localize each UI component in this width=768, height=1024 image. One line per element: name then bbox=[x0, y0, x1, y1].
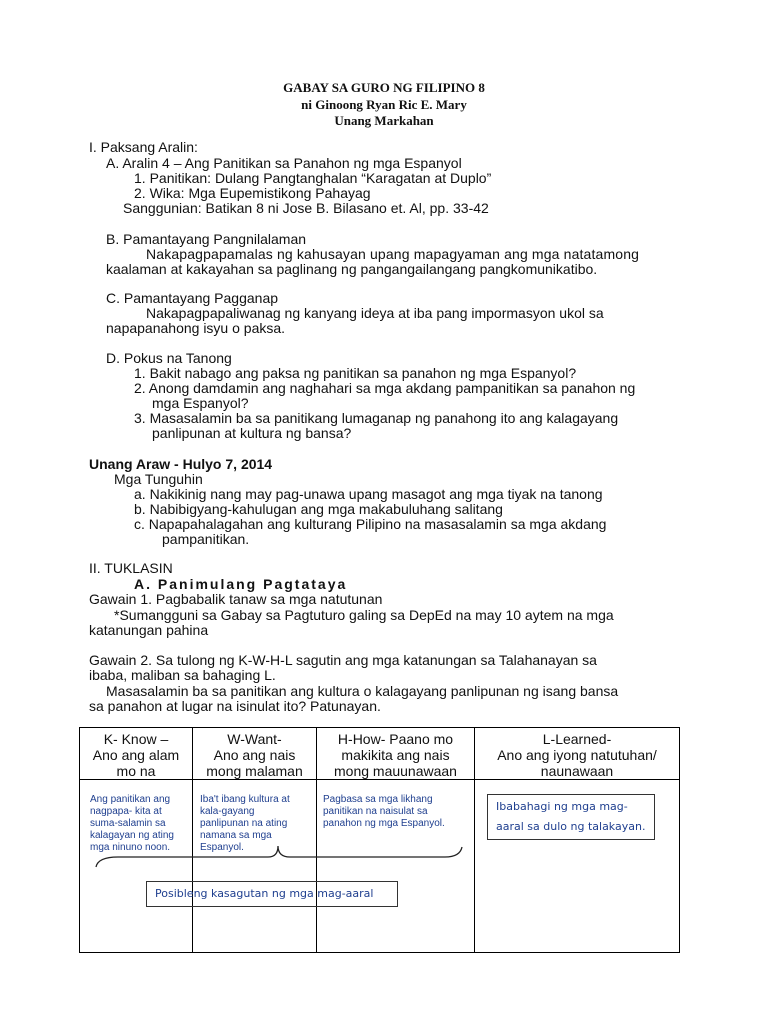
tunguhin-label: Mga Tunguhin bbox=[114, 471, 203, 487]
section-heading: II. TUKLASIN bbox=[89, 560, 173, 576]
paragraph-line: kaalaman at kakayahan sa paglinang ng pangangailangang pangkomunikatibo. bbox=[106, 261, 598, 277]
posible-answer-box: Posibleng kasagutan ng mga mag-aaral bbox=[146, 881, 398, 907]
aralin-line: A. Aralin 4 – Ang Panitikan sa Panahon ng mga Espanyol bbox=[106, 155, 462, 171]
section-heading: I. Paksang Aralin: bbox=[89, 139, 198, 155]
table-header-w: W-Want- Ano ang nais mong malaman bbox=[193, 728, 317, 780]
learned-note-box: Ibabahagi ng mga mag- aaral sa dulo ng talakayan. bbox=[487, 794, 655, 840]
table-header-h: H-How- Paano mo makikita ang nais mong mauunawaan bbox=[317, 728, 475, 780]
table-header-k: K- Know – Ano ang alam mo na bbox=[80, 728, 193, 780]
list-item: c. Napapahalagahan ang kulturang Pilipino na masasalamin sa mga akdang bbox=[134, 516, 607, 532]
list-item: 2. Anong damdamin ang naghahari sa mga akdang pampanitikan sa panahon ng bbox=[134, 380, 636, 396]
list-item: pampanitikan. bbox=[162, 531, 250, 547]
subsection-heading: A. Panimulang Pagtataya bbox=[134, 576, 348, 592]
list-item: 2. Wika: Mga Eupemistikong Pahayag bbox=[134, 185, 371, 201]
gawain-line: Gawain 1. Pagbabalik tanaw sa mga natutunan bbox=[89, 591, 383, 607]
list-item: mga Espanyol? bbox=[152, 395, 249, 411]
doc-title: GABAY SA GURO NG FILIPINO 8 bbox=[283, 80, 485, 95]
section-heading: D. Pokus na Tanong bbox=[106, 350, 232, 366]
list-item: 3. Masasalamin ba sa panitikang lumaganap ng panahong ito ang kalagayang bbox=[134, 410, 619, 426]
table-cell-k: Ang panitikan ang nagpapa- kita at suma-salamin sa kalagayan ng ating mga ninuno noon. bbox=[80, 780, 193, 953]
section-heading: B. Pamantayang Pangnilalaman bbox=[106, 231, 307, 247]
note-line: katanungan pahina bbox=[89, 622, 209, 638]
paragraph-line: napapanahong isyu o paksa. bbox=[106, 320, 286, 336]
list-item: b. Nabibigyang-kahulugan ang mga makabuluhang salitang bbox=[134, 501, 503, 517]
doc-quarter: Unang Markahan bbox=[334, 113, 434, 128]
gawain-line: Gawain 2. Sa tulong ng K-W-H-L sagutin ang mga katanungan sa Talahanayan sa bbox=[89, 652, 597, 668]
doc-author: ni Ginoong Ryan Ric E. Mary bbox=[301, 97, 467, 112]
question-line: Masasalamin ba sa panitikan ang kultura o kalagayang panlipunan ng isang bansa bbox=[106, 683, 619, 699]
paragraph-line: Nakapagpapaliwanag ng kanyang ideya at iba pang impormasyon ukol sa bbox=[146, 305, 604, 321]
list-item: panlipunan at kultura ng bansa? bbox=[152, 425, 352, 441]
day-heading: Unang Araw - Hulyo 7, 2014 bbox=[89, 456, 273, 472]
section-heading: C. Pamantayang Pagganap bbox=[106, 290, 279, 306]
list-item: a. Nakikinig nang may pag-unawa upang masagot ang mga tiyak na tanong bbox=[134, 486, 603, 502]
list-item: 1. Bakit nabago ang paksa ng panitikan sa panahon ng mga Espanyol? bbox=[134, 365, 577, 381]
gawain-line: ibaba, maliban sa bahaging L. bbox=[89, 667, 276, 683]
table-cell-h: Pagbasa sa mga likhang panitikan na naisulat sa panahon ng mga Espanyol. bbox=[317, 780, 475, 953]
list-item: 1. Panitikan: Dulang Pangtanghalan “Karagatan at Duplo” bbox=[134, 170, 492, 186]
question-line: sa panahon at lugar na isinulat ito? Patunayan. bbox=[89, 698, 381, 714]
sanggunian-line: Sanggunian: Batikan 8 ni Jose B. Bilasano et. Al, pp. 33-42 bbox=[123, 200, 489, 216]
note-line: *Sumangguni sa Gabay sa Pagtuturo galing sa DepEd na may 10 aytem na mga bbox=[114, 607, 614, 623]
table-header-l: L-Learned- Ano ang iyong natutuhan/ naunawaan bbox=[475, 728, 680, 780]
paragraph-line: Nakapagpapamalas ng kahusayan upang mapagyaman ang mga natatamong bbox=[146, 246, 640, 262]
table-cell-w: Iba't ibang kultura at kala-gayang panlipunan na ating namana sa mga Espanyol. bbox=[193, 780, 317, 953]
